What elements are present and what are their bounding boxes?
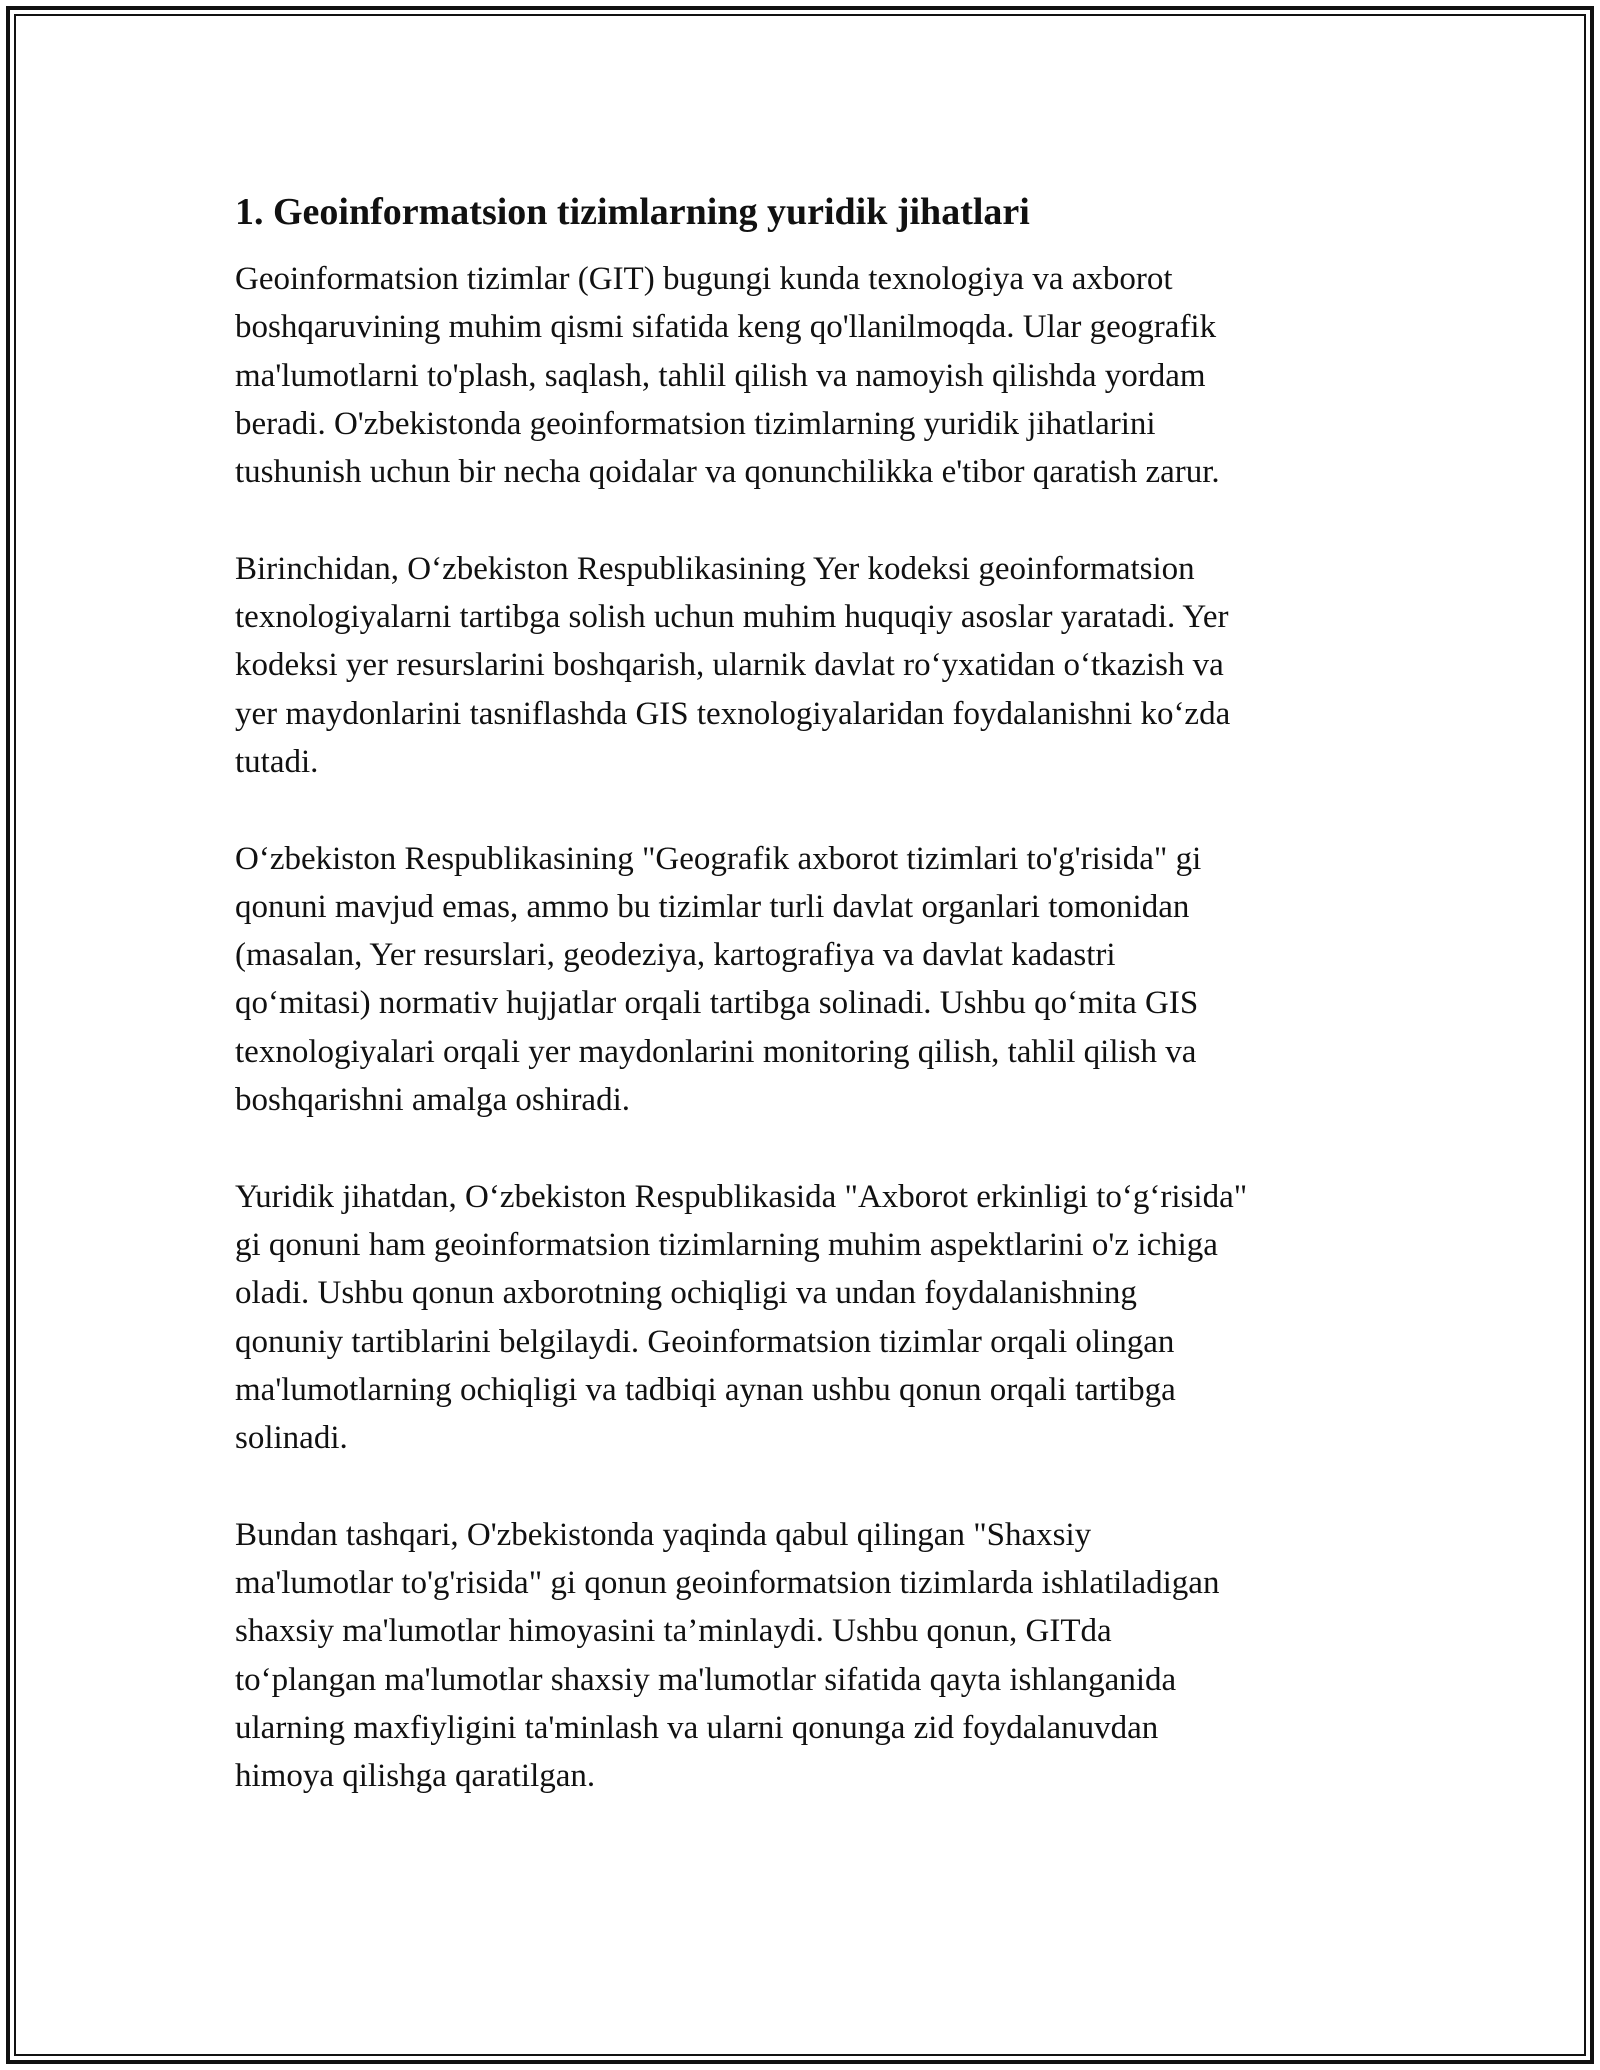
text-line: gi qonuni ham geoinformatsion tizimlarning muhim aspektlarini o'z ichiga [235, 1226, 1218, 1263]
text-line: ma'lumotlarning ochiqligi va tadbiqi aynan ushbu qonun orqali tartibga [235, 1371, 1176, 1408]
text-line: himoya qilishga qaratilgan. [235, 1758, 596, 1795]
text-line: tutadi. [235, 743, 319, 780]
text-line: yer maydonlarini tasniflashda GIS texnologiyalaridan foydalanishni ko‘zda [235, 695, 1231, 732]
text-line: ma'lumotlar to'g'risida" gi qonun geoinformatsion tizimlarda ishlatiladigan [235, 1565, 1220, 1602]
text-line: O‘zbekiston Respublikasining "Geografik axborot tizimlari to'g'risida" gi [235, 840, 1202, 877]
text-line: to‘plangan ma'lumotlar shaxsiy ma'lumotlar sifatida qayta ishlanganida [235, 1661, 1177, 1698]
document-title: 1. Geoinformatsion tizimlarning yuridik jihatlari [235, 191, 1030, 233]
paragraph-intro [235, 255, 1365, 496]
text-line: kodeksi yer resurslarini boshqarish, ularnik davlat ro‘yxatidan o‘tkazish va [235, 647, 1224, 684]
text-line: boshqarishni amalga oshiradi. [235, 1082, 631, 1119]
paragraph-information-freedom [235, 1173, 1365, 1463]
text-line: Geoinformatsion tizimlar (GIT) bugungi kunda texnologiya va axborot [235, 261, 1173, 297]
text-line: ma'lumotlarni to'plash, saqlash, tahlil qilish va namoyish qilishda yordam [235, 357, 1206, 394]
text-line: tushunish uchun bir necha qoidalar va qonunchilikka e'tibor qaratish zarur. [235, 454, 1220, 491]
text-line: texnologiyalarni tartibga solish uchun muhim huquqiy asoslar yaratadi. Yer [235, 599, 1229, 636]
text-line: qonuniy tartiblarini belgilaydi. Geoinformatsion tizimlar orqali olingan [235, 1323, 1175, 1360]
text-line: Yuridik jihatdan, O‘zbekiston Respublikasida "Axborot erkinligi to‘g‘risida" [235, 1178, 1248, 1215]
text-line: boshqaruvining muhim qismi sifatida keng qo'llanilmoqda. Ular geografik [235, 309, 1217, 346]
text-line: Bundan tashqari, O'zbekistonda yaqinda qabul qilingan "Shaxsiy [235, 1516, 1092, 1553]
text-line: (masalan, Yer resurslari, geodeziya, kartografiya va davlat kadastri [235, 937, 1116, 974]
paragraph-personal-data [235, 1511, 1365, 1801]
text-line: qo‘mitasi) normativ hujjatlar orqali tartibga solinadi. Ushbu qo‘mita GIS [235, 985, 1199, 1022]
text-line: beradi. O'zbekistonda geoinformatsion tizimlarning yuridik jihatlarini [235, 405, 1156, 442]
text-line: Birinchidan, O‘zbekiston Respublikasining Yer kodeksi geoinformatsion [235, 550, 1195, 587]
paragraph-gis-law [235, 835, 1365, 1125]
text-line: shaxsiy ma'lumotlar himoyasini ta’minlaydi. Ushbu qonun, GITda [235, 1613, 1112, 1650]
text-line: solinadi. [235, 1420, 348, 1457]
text-line: oladi. Ushbu qonun axborotning ochiqligi va undan foydalanishning [235, 1275, 1137, 1312]
paragraph-land-code [235, 545, 1365, 786]
text-line: qonuni mavjud emas, ammo bu tizimlar turli davlat organlari tomonidan [235, 888, 1190, 925]
text-line: ularning maxfiyligini ta'minlash va ularni qonunga zid foydalanuvdan [235, 1709, 1159, 1746]
text-line: texnologiyalari orqali yer maydonlarini monitoring qilish, tahlil qilish va [235, 1033, 1197, 1070]
document-body [235, 183, 1365, 1849]
